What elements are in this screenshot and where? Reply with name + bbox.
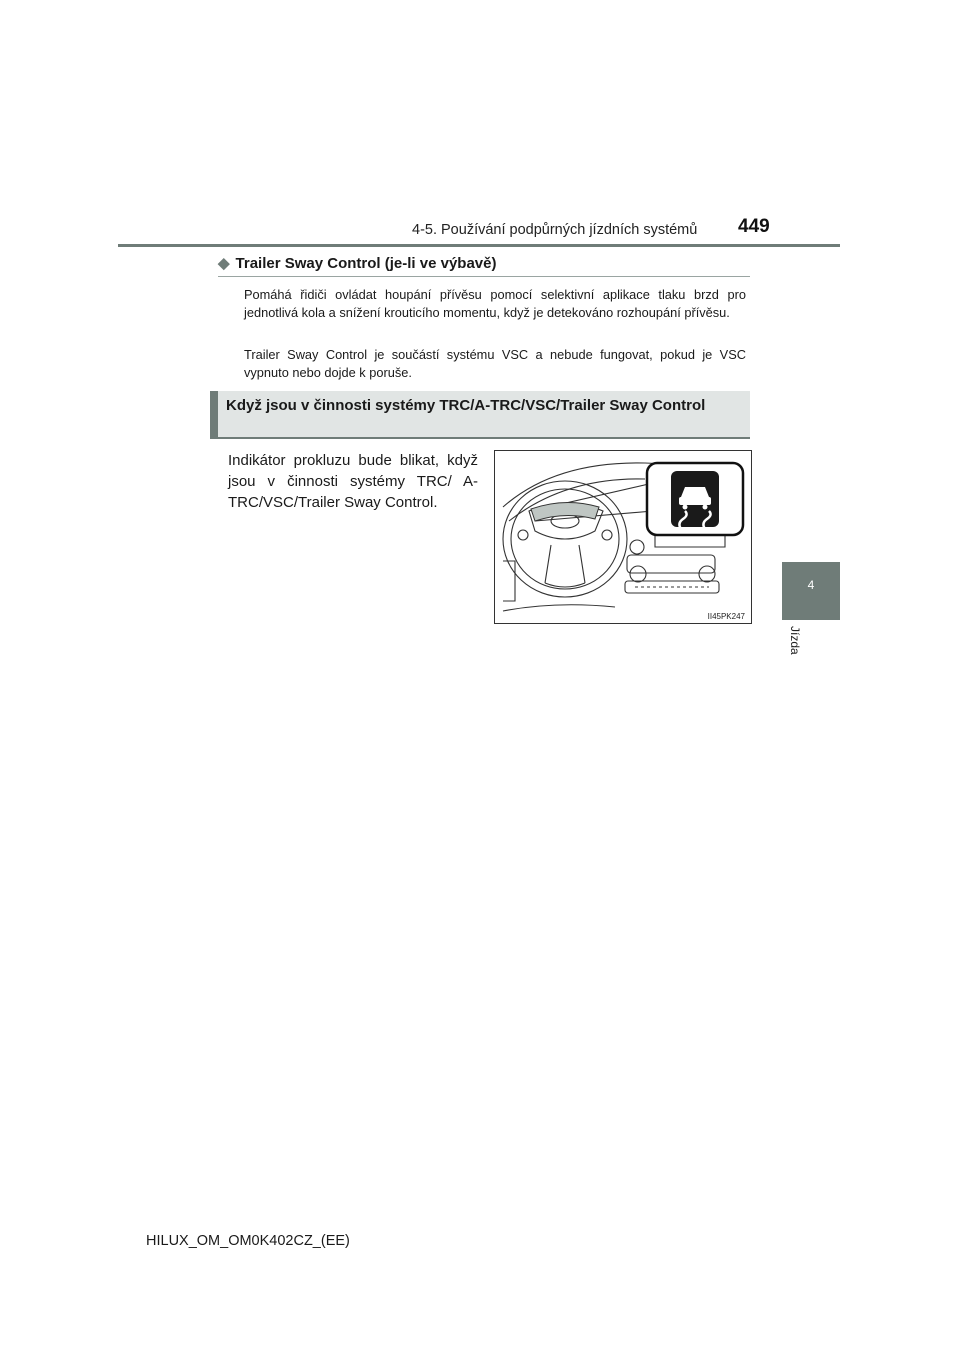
section-heading-box xyxy=(210,391,750,439)
paragraph: Pomáhá řidiči ovládat houpání přívěsu pomocí selektivní aplikace tlaku brzd pro jednotlivá kola a snížení krouticího momentu, když je detekováno rozhoupání přívěsu. xyxy=(244,287,746,320)
diamond-icon: ◆ xyxy=(218,255,230,272)
chapter-label: Jízda xyxy=(788,626,802,655)
header-rule xyxy=(118,244,840,247)
steering-wheel-illustration xyxy=(495,451,751,623)
chapter-tab xyxy=(782,562,840,620)
section-rule xyxy=(210,437,750,439)
section-accent-bar xyxy=(210,391,218,439)
page-number: 449 xyxy=(738,216,770,237)
subsection-title: Trailer Sway Control (je-li ve výbavě) xyxy=(235,255,497,272)
dashboard-illustration xyxy=(494,450,752,624)
paragraph: Trailer Sway Control je součástí systému VSC a nebude fungovat, pokud je VSC vypnuto nebo dojde k poruše. xyxy=(244,347,746,380)
header-title: 4-5. Používání podpůrných jízdních systémů xyxy=(412,222,698,238)
subsection-heading xyxy=(218,254,496,272)
subsection-rule xyxy=(218,276,750,277)
chapter-number: 4 xyxy=(807,578,815,592)
figure-code: II45PK247 xyxy=(707,612,745,621)
section-body-text: Indikátor prokluzu bude blikat, když jsou v činnosti systémy TRC/ A-TRC/VSC/Trailer Sway Control. xyxy=(228,452,478,511)
slip-indicator-icon xyxy=(671,471,719,529)
section-title: Když jsou v činnosti systémy TRC/A-TRC/VSC/Trailer Sway Control xyxy=(226,397,706,414)
footer-code: HILUX_OM_OM0K402CZ_(EE) xyxy=(146,1233,350,1249)
